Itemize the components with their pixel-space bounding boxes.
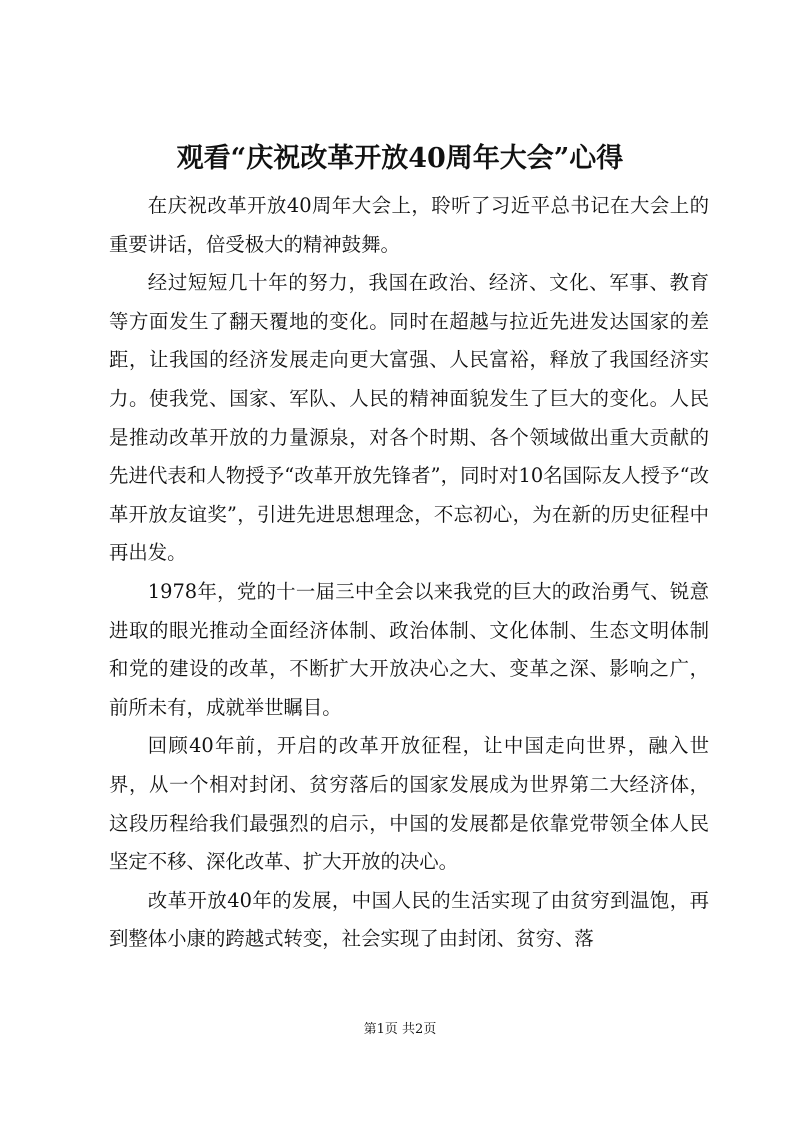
paragraph-2: 经过短短几十年的努力，我国在政治、经济、文化、军事、教育等方面发生了翻天覆地的变化。同时在超越与拉近先进发达国家的差距，让我国的经济发展走向更大富强、人民富裕，释放了我国经济实力。使我党、国家、军队、人民的精神面貌发生了巨大的变化。人民是推动改革开放的力量源泉，对各个时期、各个领域做出重大贡献的先进代表和人物授予“改革开放先锋者”，同时对10名国际友人授予“改革开放友谊奖”，引进先进思想理念，不忘初心，为在新的历史征程中再出发。	[109, 271, 709, 565]
document-body	[109, 187, 709, 959]
document-title: 观看“庆祝改革开放40周年大会”心得	[176, 143, 624, 174]
paragraph-3: 1978年，党的十一届三中全会以来我党的巨大的政治勇气、锐意进取的眼光推动全面经济体制、政治体制、文化体制、生态文明体制和党的建设的改革，不断扩大开放决心之大、变革之深、影响之广，前所未有，成就举世瞩目。	[109, 579, 709, 719]
page-footer: 第1页 共2页	[363, 1022, 437, 1037]
paragraph-1: 在庆祝改革开放40周年大会上，聆听了习近平总书记在大会上的重要讲话，倍受极大的精神鼓舞。	[109, 194, 709, 256]
paragraph-4: 回顾40年前，开启的改革开放征程，让中国走向世界，融入世界，从一个相对封闭、贫穷落后的国家发展成为世界第二大经济体，这段历程给我们最强烈的启示，中国的发展都是依靠党带领全体人民坚定不移、深化改革、扩大开放的决心。	[109, 734, 709, 874]
paragraph-5: 改革开放40年的发展，中国人民的生活实现了由贫穷到温饱，再到整体小康的跨越式转变，社会实现了由封闭、贫穷、落	[109, 888, 709, 951]
